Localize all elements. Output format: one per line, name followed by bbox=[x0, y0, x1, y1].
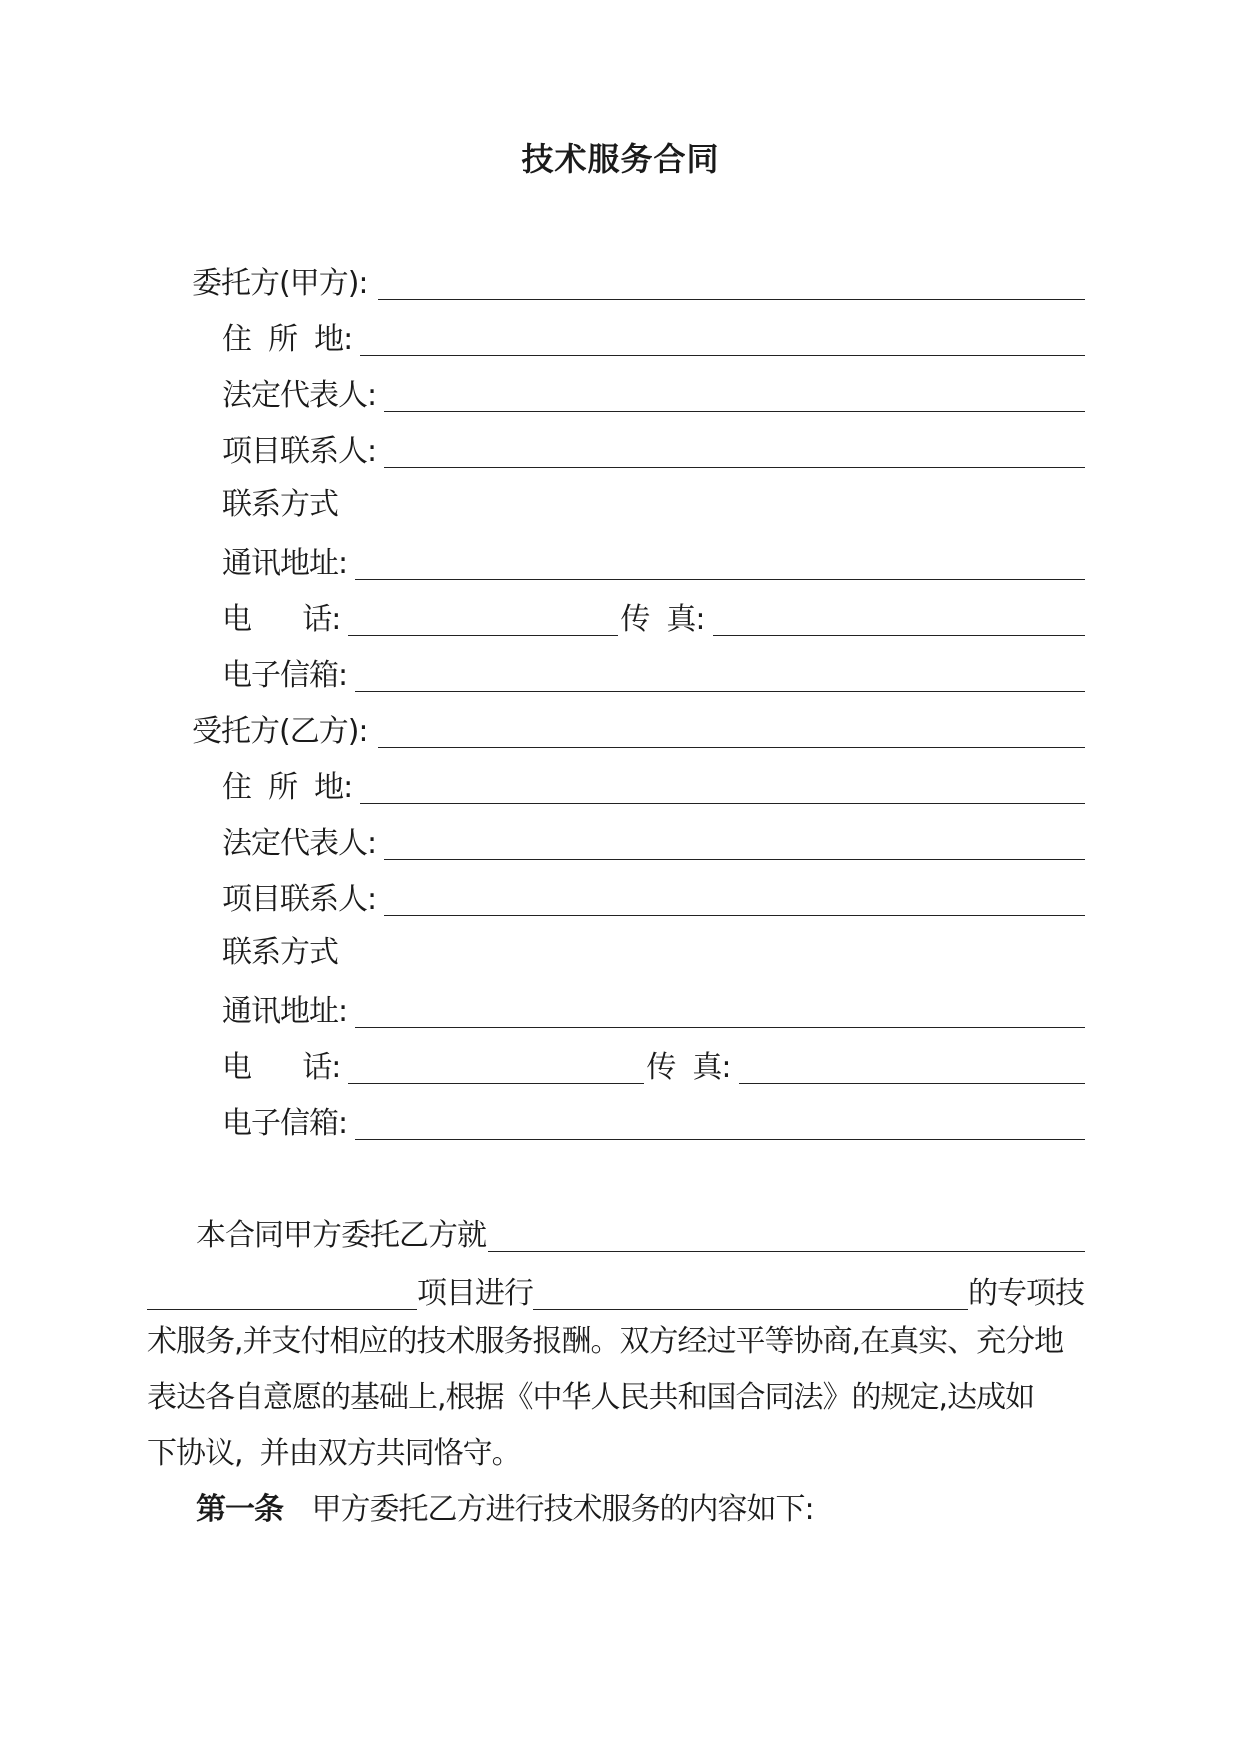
party-a-heading: 委托方(甲方): bbox=[192, 266, 368, 301]
contract-title: 技术服务合同 bbox=[521, 140, 720, 178]
party-a-address-row bbox=[222, 538, 1085, 582]
article-1-label: 第一条 bbox=[196, 1492, 283, 1527]
party-a-legal-rep-row bbox=[222, 370, 1085, 414]
party-b-legal-rep-field[interactable] bbox=[384, 853, 1085, 860]
service-content-field[interactable] bbox=[533, 1303, 968, 1310]
preamble-line-2-end: 的专项技 bbox=[968, 1276, 1084, 1311]
party-b-fax-field[interactable] bbox=[739, 1077, 1085, 1084]
party-b-residence-label: 住 所 地: bbox=[222, 770, 353, 805]
party-a-legal-rep-field[interactable] bbox=[384, 405, 1085, 412]
party-a-contact-person-label: 项目联系人: bbox=[222, 434, 377, 469]
party-b-name-field[interactable] bbox=[378, 741, 1085, 748]
article-1 bbox=[196, 1492, 814, 1528]
party-a-fax-label: 传 真: bbox=[620, 602, 705, 637]
party-a-phone-fax-row bbox=[222, 594, 1085, 638]
article-1-text: 甲方委托乙方进行技术服务的内容如下: bbox=[311, 1492, 814, 1527]
party-a-contact-person-row bbox=[222, 426, 1085, 470]
preamble-line-3: 术服务,并支付相应的技术服务报酬。双方经过平等协商,在真实、充分地 bbox=[147, 1324, 1064, 1359]
party-a-residence-row bbox=[222, 314, 1085, 358]
party-b-residence-field[interactable] bbox=[360, 797, 1085, 804]
party-b-legal-rep-label: 法定代表人: bbox=[222, 826, 377, 861]
party-a-email-label: 电子信箱: bbox=[222, 658, 348, 693]
party-b-residence-row bbox=[222, 762, 1085, 806]
preamble-line-5: 下协议, 并由双方共同恪守。 bbox=[147, 1436, 521, 1471]
party-a-contact-person-field[interactable] bbox=[384, 461, 1085, 468]
preamble-line-2 bbox=[147, 1268, 1107, 1312]
party-a-heading-row bbox=[192, 258, 1085, 302]
party-b-phone-field[interactable] bbox=[348, 1077, 644, 1084]
party-a-phone-label: 电 话: bbox=[222, 602, 341, 637]
party-a-phone-field[interactable] bbox=[348, 629, 618, 636]
preamble-line-1 bbox=[196, 1210, 1085, 1254]
party-b-phone-fax-row bbox=[222, 1042, 1085, 1086]
party-b-heading: 受托方(乙方): bbox=[192, 714, 368, 749]
party-b-fax-label: 传 真: bbox=[646, 1050, 731, 1085]
party-b-email-field[interactable] bbox=[355, 1133, 1085, 1140]
party-a-address-field[interactable] bbox=[355, 573, 1085, 580]
party-a-residence-field[interactable] bbox=[360, 349, 1085, 356]
party-a-name-field[interactable] bbox=[378, 293, 1085, 300]
party-a-fax-field[interactable] bbox=[713, 629, 1085, 636]
party-a-email-row bbox=[222, 650, 1085, 694]
party-a-email-field[interactable] bbox=[355, 685, 1085, 692]
party-a-legal-rep-label: 法定代表人: bbox=[222, 378, 377, 413]
party-b-email-label: 电子信箱: bbox=[222, 1106, 348, 1141]
party-b-address-row bbox=[222, 986, 1085, 1030]
project-name-field[interactable] bbox=[488, 1245, 1085, 1252]
party-b-address-label: 通讯地址: bbox=[222, 994, 348, 1029]
preamble-line-2-mid: 项目进行 bbox=[417, 1276, 533, 1311]
project-name-field-cont[interactable] bbox=[147, 1303, 417, 1310]
party-b-contact-method-label: 联系方式 bbox=[222, 935, 338, 970]
party-b-legal-rep-row bbox=[222, 818, 1085, 862]
preamble-line-1-text: 本合同甲方委托乙方就 bbox=[196, 1218, 486, 1253]
party-b-heading-row bbox=[192, 706, 1085, 750]
preamble-line-4: 表达各自意愿的基础上,根据《中华人民共和国合同法》的规定,达成如 bbox=[147, 1380, 1035, 1415]
party-b-phone-label: 电 话: bbox=[222, 1050, 341, 1085]
party-b-contact-person-label: 项目联系人: bbox=[222, 882, 377, 917]
party-b-contact-person-row bbox=[222, 874, 1085, 918]
party-b-contact-person-field[interactable] bbox=[384, 909, 1085, 916]
party-a-address-label: 通讯地址: bbox=[222, 546, 348, 581]
party-b-email-row bbox=[222, 1098, 1085, 1142]
party-a-contact-method-label: 联系方式 bbox=[222, 487, 338, 522]
party-b-address-field[interactable] bbox=[355, 1021, 1085, 1028]
party-a-residence-label: 住 所 地: bbox=[222, 322, 353, 357]
